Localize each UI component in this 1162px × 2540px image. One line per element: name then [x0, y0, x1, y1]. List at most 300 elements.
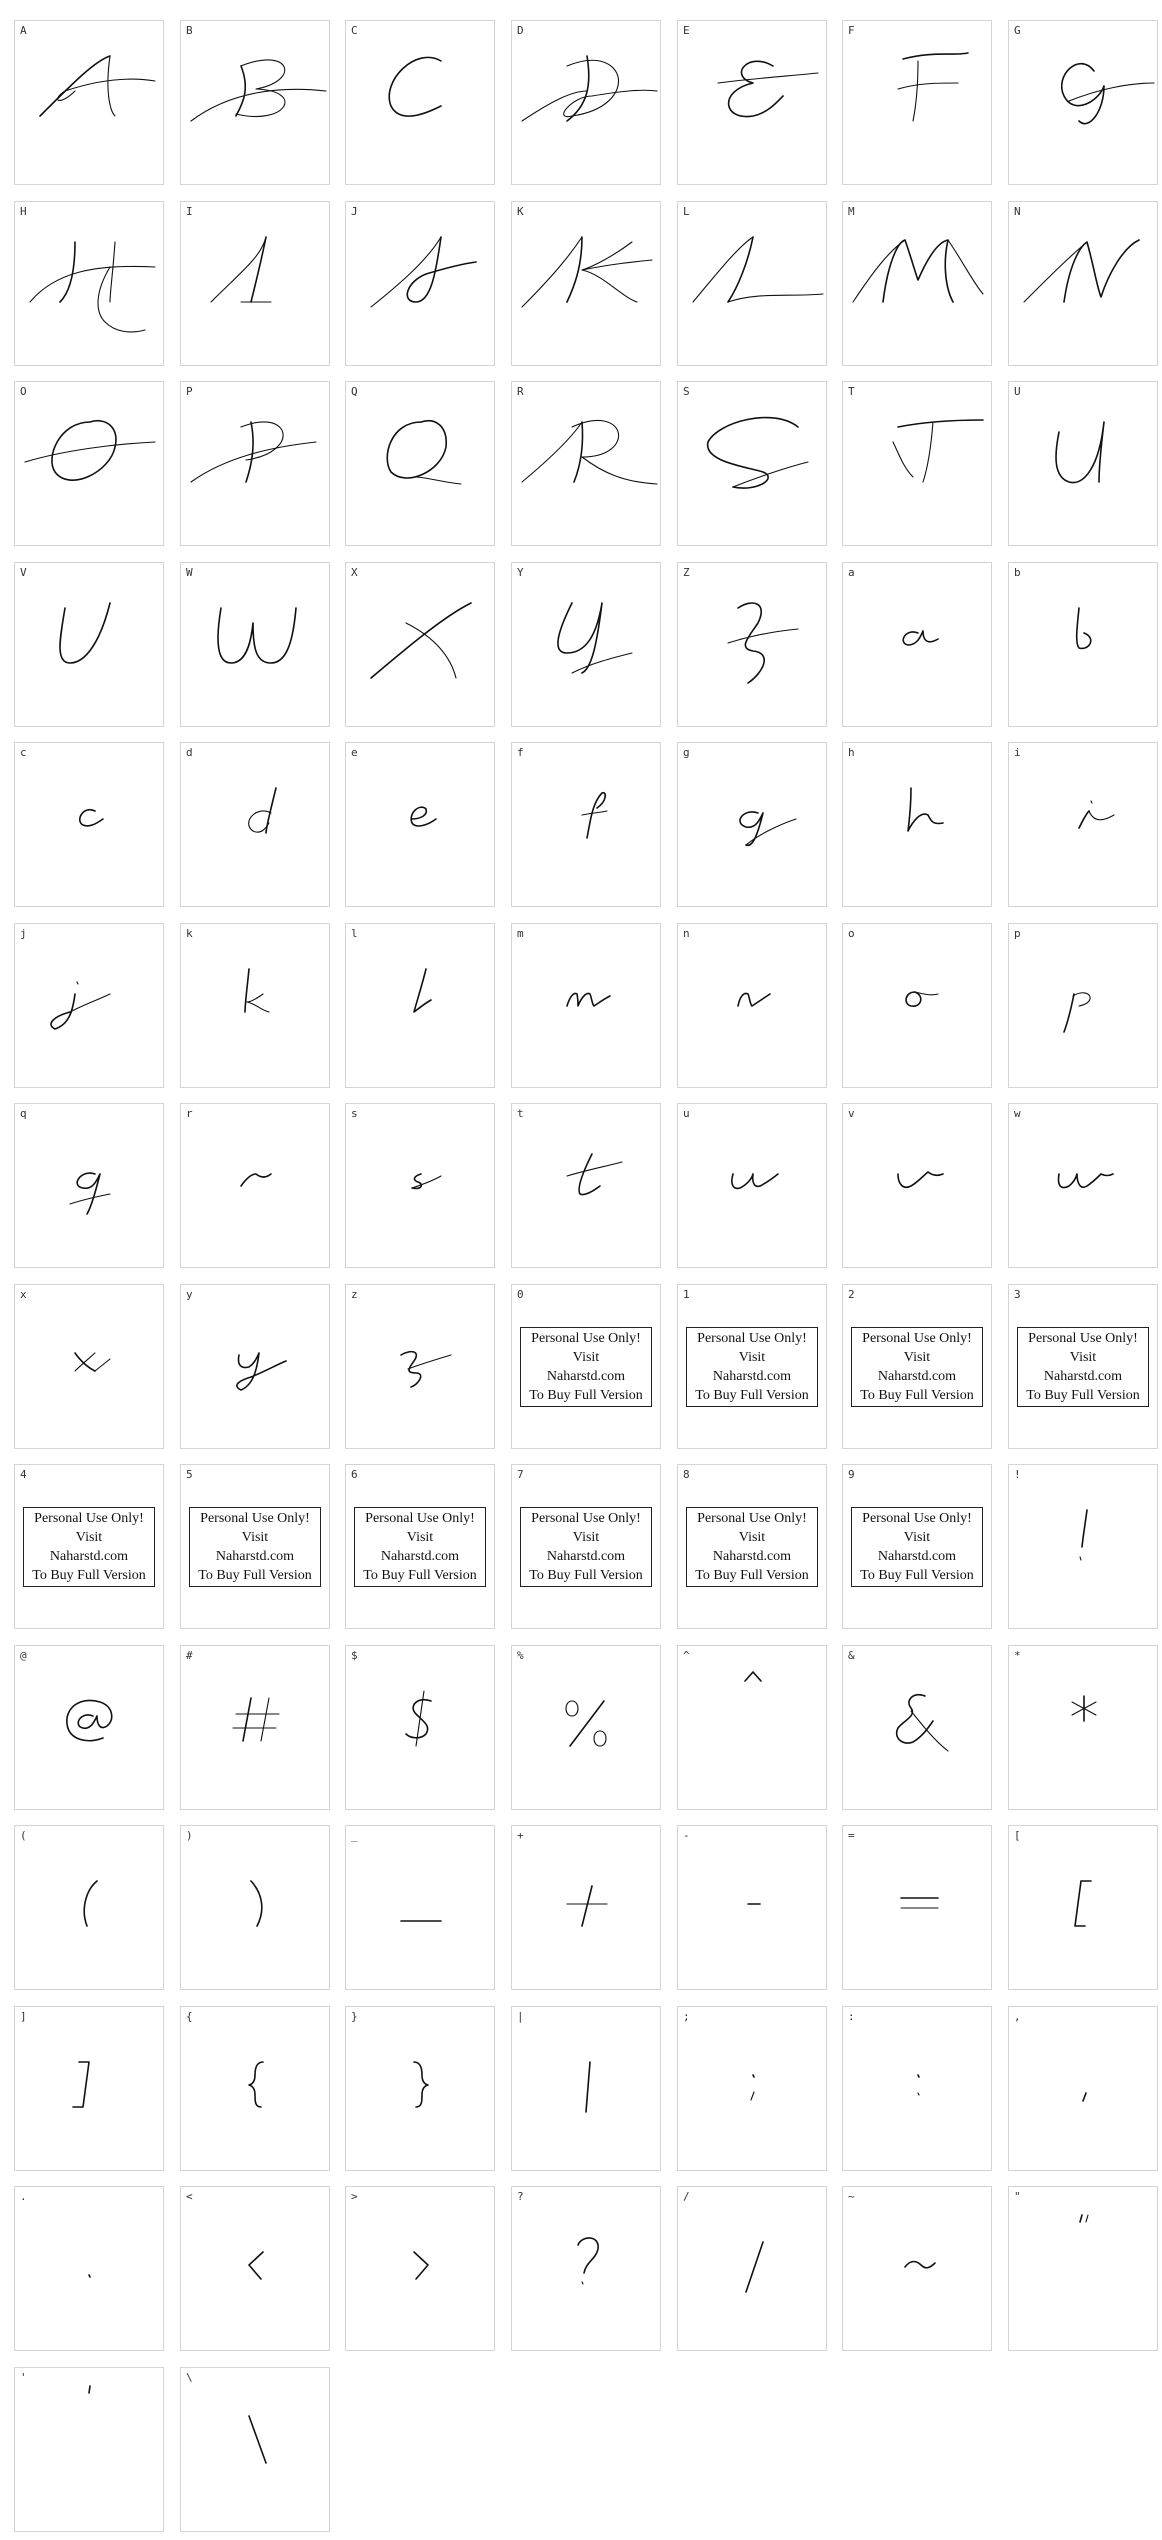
- glyph-stroke: [408, 1355, 451, 1369]
- cell-r: [180, 1103, 330, 1268]
- cell-K: [511, 201, 661, 366]
- notice-line1: Personal Use Only!: [365, 1511, 475, 1526]
- cell-label: =: [848, 1829, 855, 1842]
- cell-label: z: [351, 1288, 358, 1301]
- cell-1: [677, 1284, 827, 1449]
- cell-label: s: [351, 1107, 358, 1120]
- glyph-drawing: [1009, 1646, 1159, 1811]
- glyph-stroke: [249, 2416, 266, 2463]
- glyph-drawing: [346, 1104, 496, 1269]
- cell-pipe: [511, 2006, 661, 2171]
- notice-line4: To Buy Full Version: [860, 1388, 974, 1403]
- cell-9: [842, 1464, 992, 1629]
- glyph-drawing: [678, 21, 828, 186]
- glyph-stroke: [897, 1695, 933, 1743]
- glyph-drawing: [15, 2368, 165, 2533]
- cell-u: [677, 1103, 827, 1268]
- glyph-stroke: [241, 422, 283, 460]
- notice-line4: To Buy Full Version: [695, 1388, 809, 1403]
- glyph-stroke: [414, 969, 431, 1012]
- cell-at: [14, 1645, 164, 1810]
- glyph-stroke: [729, 61, 783, 116]
- cell-I: [180, 201, 330, 366]
- glyph-drawing: [843, 2187, 993, 2352]
- glyph-stroke: [60, 242, 75, 302]
- glyph-stroke: [1073, 993, 1090, 1006]
- glyph-drawing: [678, 2187, 828, 2352]
- cell-label: \: [186, 2371, 193, 2384]
- glyph-drawing: [843, 1826, 993, 1991]
- notice-line2: Visit: [903, 1350, 931, 1365]
- notice-line1: Personal Use Only!: [531, 1511, 641, 1526]
- cell-tilde: [842, 2186, 992, 2351]
- glyph-stroke: [70, 994, 110, 1012]
- glyph-drawing: [843, 2007, 993, 2172]
- glyph-stroke: [414, 2252, 428, 2279]
- cell-label: 4: [20, 1468, 27, 1481]
- glyph-stroke: [522, 237, 582, 307]
- cell-label: R: [517, 385, 524, 398]
- notice-line1: Personal Use Only!: [34, 1511, 144, 1526]
- notice-line3: Naharstd.com: [877, 1549, 957, 1564]
- notice-line1: Personal Use Only!: [862, 1331, 972, 1346]
- glyph-stroke: [746, 2242, 763, 2292]
- cell-label: t: [517, 1107, 524, 1120]
- cell-colon: [842, 2006, 992, 2171]
- glyph-drawing: [15, 21, 165, 186]
- cell-minus: [677, 1825, 827, 1990]
- personal-use-notice: [520, 1507, 652, 1587]
- cell-Q: [345, 381, 495, 546]
- glyph-drawing: [843, 743, 993, 908]
- cell-label: 9: [848, 1468, 855, 1481]
- glyph-stroke: [84, 1881, 97, 1926]
- notice-line3: Naharstd.com: [215, 1549, 295, 1564]
- cell-bracket-left: [1008, 1825, 1158, 1990]
- cell-label: +: [517, 1829, 524, 1842]
- glyph-stroke: [728, 629, 798, 643]
- cell-s: [345, 1103, 495, 1268]
- notice-line2: Visit: [241, 1530, 269, 1545]
- glyph-stroke: [1080, 2215, 1082, 2222]
- glyph-drawing: [1009, 924, 1159, 1089]
- cell-label: J: [351, 205, 358, 218]
- cell-caret: [677, 1645, 827, 1810]
- glyph-stroke: [261, 1698, 269, 1741]
- glyph-stroke: [389, 57, 441, 116]
- cell-label: A: [20, 24, 27, 37]
- glyph-stroke: [371, 603, 471, 678]
- cell-exclamation: [1008, 1464, 1158, 1629]
- cell-label: W: [186, 566, 193, 579]
- glyph-stroke: [30, 266, 155, 302]
- cell-C: [345, 20, 495, 185]
- personal-use-notice: [189, 1507, 321, 1587]
- cell-label: >: [351, 2190, 358, 2203]
- glyph-drawing: [512, 1646, 662, 1811]
- cell-W: [180, 562, 330, 727]
- glyph-drawing: [1009, 2007, 1159, 2172]
- cell-Y: [511, 562, 661, 727]
- glyph-stroke: [1058, 1174, 1113, 1188]
- cell-q: [14, 1103, 164, 1268]
- cell-label: 2: [848, 1288, 855, 1301]
- cell-label: a: [848, 566, 855, 579]
- cell-label: Q: [351, 385, 358, 398]
- glyph-stroke: [416, 477, 461, 484]
- glyph-drawing: [181, 1826, 331, 1991]
- glyph-drawing: [181, 2007, 331, 2172]
- glyph-stroke: [414, 2062, 428, 2107]
- cell-A: [14, 20, 164, 185]
- glyph-stroke: [251, 1881, 262, 1926]
- glyph-stroke: [1079, 811, 1089, 828]
- cell-d: [180, 742, 330, 907]
- glyph-stroke: [1075, 1881, 1091, 1926]
- cell-J: [345, 201, 495, 366]
- glyph-stroke: [247, 994, 269, 1012]
- cell-less-than: [180, 2186, 330, 2351]
- cell-z: [345, 1284, 495, 1449]
- glyph-drawing: [15, 743, 165, 908]
- cell-question: [511, 2186, 661, 2351]
- glyph-stroke: [567, 56, 589, 121]
- cell-label: S: [683, 385, 690, 398]
- glyph-stroke: [903, 53, 968, 59]
- cell-T: [842, 381, 992, 546]
- glyph-drawing: [843, 563, 993, 728]
- glyph-stroke: [572, 420, 657, 484]
- glyph-stroke: [903, 631, 938, 645]
- glyph-drawing: [512, 563, 662, 728]
- cell-asterisk: [1008, 1645, 1158, 1810]
- cell-label: &: [848, 1649, 855, 1662]
- cell-label: ~: [848, 2190, 855, 2203]
- cell-label: Z: [683, 566, 690, 579]
- notice-line3: Naharstd.com: [380, 1549, 460, 1564]
- glyph-stroke: [60, 603, 110, 663]
- cell-semicolon: [677, 2006, 827, 2171]
- cell-underscore: [345, 1825, 495, 1990]
- glyph-stroke: [522, 91, 587, 121]
- cell-4: [14, 1464, 164, 1629]
- cell-label: B: [186, 24, 193, 37]
- cell-label: /: [683, 2190, 690, 2203]
- cell-U: [1008, 381, 1158, 546]
- glyph-drawing: [15, 1285, 165, 1450]
- cell-label: ": [1014, 2190, 1021, 2203]
- notice-line3: Naharstd.com: [546, 1369, 626, 1384]
- notice-line4: To Buy Full Version: [529, 1388, 643, 1403]
- glyph-drawing: [512, 1826, 662, 1991]
- personal-use-notice: [851, 1507, 983, 1587]
- cell-label: V: [20, 566, 27, 579]
- cell-label: 3: [1014, 1288, 1021, 1301]
- cell-L: [677, 201, 827, 366]
- notice-line3: Naharstd.com: [49, 1549, 129, 1564]
- glyph-drawing: [15, 202, 165, 367]
- glyph-stroke: [1089, 811, 1114, 820]
- glyph-stroke: [236, 66, 245, 116]
- glyph-stroke: [911, 1711, 948, 1751]
- notice-line2: Visit: [738, 1530, 766, 1545]
- cell-dollar: [345, 1645, 495, 1810]
- cell-label: U: [1014, 385, 1021, 398]
- glyph-stroke: [249, 2252, 263, 2279]
- glyph-stroke: [738, 603, 764, 683]
- cell-label: 5: [186, 1468, 193, 1481]
- glyph-stroke: [80, 810, 103, 826]
- notice-line1: Personal Use Only!: [697, 1511, 807, 1526]
- glyph-stroke: [751, 2092, 754, 2100]
- cell-label: x: [20, 1288, 27, 1301]
- cell-label: F: [848, 24, 855, 37]
- cell-label: .: [20, 2190, 27, 2203]
- cell-N: [1008, 201, 1158, 366]
- glyph-drawing: [346, 924, 496, 1089]
- glyph-stroke: [753, 2075, 754, 2077]
- personal-use-notice: [686, 1507, 818, 1587]
- cell-label: u: [683, 1107, 690, 1120]
- cell-f: [511, 742, 661, 907]
- cell-E: [677, 20, 827, 185]
- glyph-stroke: [905, 2262, 935, 2268]
- glyph-stroke: [95, 1359, 110, 1371]
- glyph-stroke: [594, 1731, 606, 1746]
- cell-D: [511, 20, 661, 185]
- notice-line3: Naharstd.com: [877, 1369, 957, 1384]
- glyph-stroke: [718, 73, 818, 83]
- cell-label: q: [20, 1107, 27, 1120]
- notice-line4: To Buy Full Version: [198, 1568, 312, 1583]
- glyph-drawing: [15, 924, 165, 1089]
- glyph-stroke: [249, 2062, 263, 2107]
- cell-Z: [677, 562, 827, 727]
- glyph-stroke: [522, 422, 582, 482]
- cell-ampersand: [842, 1645, 992, 1810]
- cell-label: -: [683, 1829, 690, 1842]
- cell-label: ;: [683, 2010, 690, 2023]
- glyph-drawing: [15, 2187, 165, 2352]
- glyph-stroke: [1024, 242, 1087, 302]
- cell-V: [14, 562, 164, 727]
- notice-line3: Naharstd.com: [1043, 1369, 1123, 1384]
- cell-label: E: [683, 24, 690, 37]
- glyph-drawing: [15, 2007, 165, 2172]
- glyph-drawing: [512, 743, 662, 908]
- cell-y: [180, 1284, 330, 1449]
- glyph-stroke: [582, 811, 607, 815]
- cell-8: [677, 1464, 827, 1629]
- glyph-drawing: [678, 743, 828, 908]
- cell-slash: [677, 2186, 827, 2351]
- glyph-stroke: [218, 608, 296, 663]
- cell-label: %: [517, 1649, 524, 1662]
- glyph-drawing: [1009, 1465, 1159, 1630]
- glyph-drawing: [346, 202, 496, 367]
- notice-line4: To Buy Full Version: [860, 1568, 974, 1583]
- glyph-stroke: [918, 2093, 919, 2095]
- glyph-drawing: [1009, 1104, 1159, 1269]
- glyph-drawing: [15, 1104, 165, 1269]
- cell-label: @: [20, 1649, 27, 1662]
- glyph-stroke: [582, 1886, 592, 1926]
- cell-plus: [511, 1825, 661, 1990]
- cell-i: [1008, 742, 1158, 907]
- cell-period: [14, 2186, 164, 2351]
- glyph-stroke: [73, 2062, 89, 2107]
- glyph-drawing: [15, 563, 165, 728]
- glyph-drawing: [181, 2368, 331, 2533]
- cell-l: [345, 923, 495, 1088]
- cell-w: [1008, 1103, 1158, 1268]
- glyph-drawing: [181, 563, 331, 728]
- glyph-drawing: [843, 1646, 993, 1811]
- cell-label: d: [186, 746, 193, 759]
- glyph-stroke: [406, 623, 456, 678]
- cell-e: [345, 742, 495, 907]
- glyph-drawing: [512, 2007, 662, 2172]
- cell-label: 6: [351, 1468, 358, 1481]
- cell-label: _: [351, 1829, 358, 1842]
- cell-backslash: [180, 2367, 330, 2532]
- glyph-drawing: [678, 382, 828, 547]
- glyph-stroke: [1077, 608, 1091, 648]
- notice-line2: Visit: [572, 1530, 600, 1545]
- cell-c: [14, 742, 164, 907]
- cell-label: Y: [517, 566, 524, 579]
- glyph-drawing: [346, 2007, 496, 2172]
- glyph-drawing: [512, 202, 662, 367]
- cell-label: ): [186, 1829, 193, 1842]
- glyph-stroke: [52, 421, 116, 480]
- cell-label: k: [186, 927, 193, 940]
- cell-label: 8: [683, 1468, 690, 1481]
- cell-label: n: [683, 927, 690, 940]
- cell-R: [511, 381, 661, 546]
- cell-P: [180, 381, 330, 546]
- cell-label: e: [351, 746, 358, 759]
- glyph-drawing: [1009, 21, 1159, 186]
- glyph-stroke: [251, 237, 266, 302]
- glyph-drawing: [678, 1826, 828, 1991]
- glyph-stroke: [1086, 2215, 1088, 2222]
- cell-label: c: [20, 746, 27, 759]
- glyph-stroke: [923, 422, 933, 482]
- glyph-drawing: [843, 924, 993, 1089]
- cell-label: M: [848, 205, 855, 218]
- glyph-stroke: [108, 56, 115, 116]
- cell-label: <: [186, 2190, 193, 2203]
- cell-O: [14, 381, 164, 546]
- cell-label: #: [186, 1649, 193, 1662]
- glyph-stroke: [241, 1174, 271, 1186]
- cell-label: ': [20, 2371, 27, 2384]
- glyph-drawing: [346, 743, 496, 908]
- glyph-drawing: [181, 924, 331, 1089]
- glyph-stroke: [89, 2386, 90, 2393]
- cell-M: [842, 201, 992, 366]
- glyph-stroke: [567, 1162, 622, 1176]
- glyph-drawing: [843, 382, 993, 547]
- glyph-drawing: [346, 1646, 496, 1811]
- glyph-stroke: [906, 992, 921, 1006]
- cell-n: [677, 923, 827, 1088]
- cell-0: [511, 1284, 661, 1449]
- cell-v: [842, 1103, 992, 1268]
- cell-label: $: [351, 1649, 358, 1662]
- glyph-stroke: [558, 603, 602, 673]
- glyph-stroke: [570, 1701, 604, 1746]
- cell-h: [842, 742, 992, 907]
- notice-line4: To Buy Full Version: [363, 1568, 477, 1583]
- glyph-stroke: [1069, 83, 1154, 101]
- notice-line3: Naharstd.com: [712, 1549, 792, 1564]
- cell-equals: [842, 1825, 992, 1990]
- glyph-stroke: [77, 982, 78, 984]
- glyph-drawing: [1009, 1826, 1159, 1991]
- glyph-stroke: [1082, 1510, 1087, 1547]
- cell-label: 1: [683, 1288, 690, 1301]
- cell-paren-left: [14, 1825, 164, 1990]
- glyph-stroke: [211, 237, 266, 302]
- cell-label: }: [351, 2010, 358, 2023]
- glyph-drawing: [181, 1104, 331, 1269]
- glyph-stroke: [245, 969, 249, 1012]
- glyph-stroke: [243, 1698, 251, 1741]
- glyph-drawing: [512, 924, 662, 1089]
- glyph-drawing: [843, 202, 993, 367]
- glyph-drawing: [678, 1104, 828, 1269]
- glyph-stroke: [411, 807, 436, 826]
- glyph-drawing: [181, 1285, 331, 1450]
- cell-percent: [511, 1645, 661, 1810]
- notice-line4: To Buy Full Version: [32, 1568, 146, 1583]
- cell-label: X: [351, 566, 358, 579]
- glyph-stroke: [246, 422, 253, 482]
- cell-comma: [1008, 2006, 1158, 2171]
- glyph-drawing: [1009, 202, 1159, 367]
- glyph-drawing: [1009, 743, 1159, 908]
- cell-brace-right: [345, 2006, 495, 2171]
- glyph-stroke: [564, 60, 657, 116]
- cell-g: [677, 742, 827, 907]
- cell-B: [180, 20, 330, 185]
- cell-X: [345, 562, 495, 727]
- glyph-stroke: [913, 61, 918, 121]
- cell-label: ?: [517, 2190, 524, 2203]
- glyph-drawing: [181, 1646, 331, 1811]
- cell-label: |: [517, 2010, 524, 2023]
- cell-label: K: [517, 205, 524, 218]
- cell-paren-right: [180, 1825, 330, 1990]
- notice-line2: Visit: [572, 1350, 600, 1365]
- glyph-stroke: [893, 442, 913, 477]
- glyph-stroke: [732, 1174, 778, 1188]
- glyph-drawing: [678, 563, 828, 728]
- glyph-stroke: [708, 418, 798, 489]
- cell-5: [180, 1464, 330, 1629]
- glyph-stroke: [566, 1701, 578, 1716]
- cell-label: 7: [517, 1468, 524, 1481]
- glyph-stroke: [25, 442, 155, 462]
- glyph-drawing: [512, 382, 662, 547]
- glyph-drawing: [678, 924, 828, 1089]
- glyph-drawing: [843, 21, 993, 186]
- cell-6: [345, 1464, 495, 1629]
- cell-label: r: [186, 1107, 193, 1120]
- glyph-stroke: [1062, 64, 1104, 124]
